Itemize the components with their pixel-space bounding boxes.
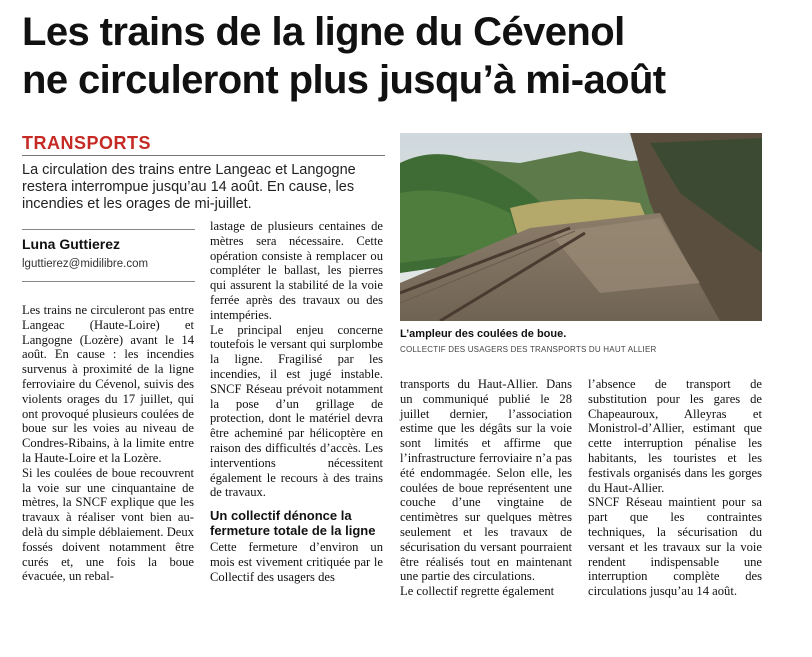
- railway-mudslide-photo: [400, 133, 762, 321]
- paragraph: l’absence de transport de substitution pour les gares de Chapeauroux, Alleyras et Monistrol-d’Allier, estimant que cette interruption pénalise les habitants, les touristes et les festivals organisés dans les gorges du Haut-Allier.: [588, 377, 762, 495]
- article-lead: La circulation des trains entre Langeac et Langogne restera interrompue jusqu’au 14 août. En cause, les incendies et les orages de mi-juillet.: [22, 162, 356, 212]
- paragraph: Le principal enjeu concerne toutefois le versant qui surplombe la ligne. Fragilisé par les incendies, il est jugé instable. SNCF Réseau prévoit notamment la pose d’un grillage de protection, dont le matériel devra être acheminé par hélicoptère en raison des difficultés d’accès. Les interventions nécessitent également le recours à des trains de travaux.: [210, 322, 383, 500]
- body-column-2: [210, 219, 383, 585]
- paragraph: Si les coulées de boue recouvrent la voie sur une cinquantaine de mètres, la SNCF explique que les travaux à réaliser vont bien au-delà du simple déblaiement. Deux fossés doivent notamment être curés et, une fois la boue évacuée, un rebal-: [22, 465, 194, 584]
- article-subheading: Un collectif dénonce la fermeture totale de la ligne: [210, 508, 376, 539]
- body-column-4: [588, 377, 762, 599]
- article-headline: [22, 8, 792, 104]
- paragraph: SNCF Réseau maintient pour sa part que les contraintes techniques, la sécurisation du versant et les travaux sur la voie rendent indispensable une interruption complète des circulations jusqu’au 14 août.: [588, 495, 762, 599]
- photo-caption: L’ampleur des coulées de boue.: [400, 328, 567, 340]
- paragraph: Les trains ne circuleront pas entre Langeac (Haute-Loire) et Langogne (Lozère) avant le 14 août. En cause : les incendies survenus à proximité de la ligne ferroviaire du Cévenol, suivis des violents orages du 17 juillet, qui ont provoqué plusieurs coulées de boue sur les voies au niveau de Condres-Ribains, à la limite entre la Haute-Loire et la Lozère.: [22, 303, 194, 465]
- byline-email[interactable]: lguttierez@midilibre.com: [22, 258, 149, 270]
- byline-top-divider: [22, 229, 195, 230]
- photo-credit: COLLECTIF DES USAGERS DES TRANSPORTS DU HAUT ALLIER: [400, 345, 657, 354]
- byline-author: Luna Guttierez: [22, 236, 121, 252]
- paragraph: transports du Haut-Allier. Dans un communiqué publié le 28 juillet dernier, l’association estime que les dégâts sur la voie sont limités et affirme que l’infrastructure ferroviaire n’a pas été endommagée. Selon elle, les coulées de boue représentent une couche d’une vingtaine de centimètres sur quelques mètres seulement et les travaux de sécurisation du versant pourraient être réalisés tout en maintenant une partie des circulations.: [400, 377, 572, 584]
- byline-bottom-divider: [22, 281, 195, 282]
- rubric-divider: [22, 155, 385, 156]
- article-photo: [400, 133, 762, 321]
- headline-line-2: ne circuleront plus jusqu’à mi-août: [22, 58, 666, 102]
- body-column-1: [22, 303, 194, 584]
- paragraph: lastage de plusieurs centaines de mètres sera nécessaire. Cette opération consiste à remplacer ou compléter le ballast, les pierres qui assurent la stabilité de la voie ferrée après des travaux ou des intempéries.: [210, 219, 383, 322]
- paragraph: Le collectif regrette également: [400, 584, 555, 599]
- body-column-3: [400, 377, 572, 599]
- paragraph: Cette fermeture d’environ un mois est vivement critiquée par le Collectif des usagers des: [210, 540, 383, 584]
- headline-line-1: Les trains de la ligne du Cévenol: [22, 10, 625, 54]
- section-rubric: TRANSPORTS: [22, 133, 152, 153]
